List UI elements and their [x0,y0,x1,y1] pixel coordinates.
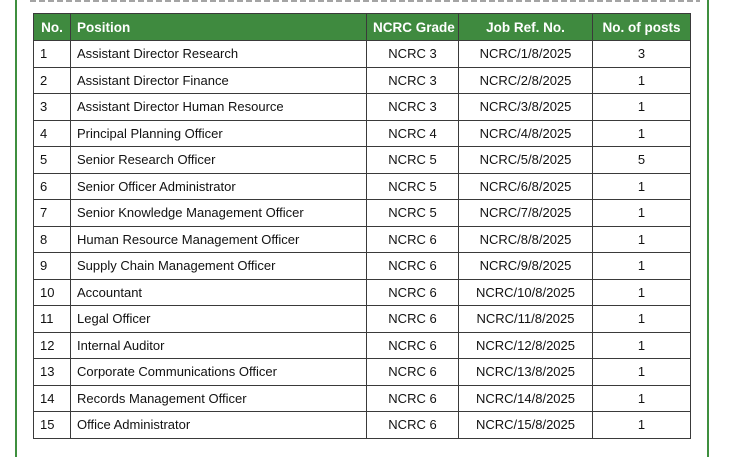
cell-grade: NCRC 6 [367,332,459,359]
cell-grade: NCRC 3 [367,94,459,121]
cell-posts: 1 [593,120,691,147]
table-row [34,385,691,412]
cell-no: 1 [34,41,71,68]
cell-position: Assistant Director Research [71,41,367,68]
cell-job-ref: NCRC/15/8/2025 [459,412,593,439]
table-row [34,120,691,147]
cell-position: Human Resource Management Officer [71,226,367,253]
cell-posts: 1 [593,385,691,412]
cell-position: Senior Officer Administrator [71,173,367,200]
cell-posts: 1 [593,200,691,227]
cell-no: 14 [34,385,71,412]
vacancies-table [33,13,691,439]
cell-job-ref: NCRC/2/8/2025 [459,67,593,94]
table-row [34,332,691,359]
cell-grade: NCRC 5 [367,147,459,174]
cell-job-ref: NCRC/12/8/2025 [459,332,593,359]
cell-grade: NCRC 6 [367,253,459,280]
cell-position: Assistant Director Finance [71,67,367,94]
cell-no: 15 [34,412,71,439]
cell-grade: NCRC 5 [367,173,459,200]
cell-posts: 3 [593,41,691,68]
cell-grade: NCRC 6 [367,385,459,412]
cell-job-ref: NCRC/7/8/2025 [459,200,593,227]
header-no: No. [34,14,71,41]
cell-job-ref: NCRC/4/8/2025 [459,120,593,147]
cell-no: 6 [34,173,71,200]
cell-no: 9 [34,253,71,280]
cell-posts: 1 [593,94,691,121]
cell-grade: NCRC 4 [367,120,459,147]
cell-job-ref: NCRC/10/8/2025 [459,279,593,306]
cell-position: Internal Auditor [71,332,367,359]
cell-position: Legal Officer [71,306,367,333]
cell-posts: 1 [593,332,691,359]
cell-no: 13 [34,359,71,386]
cell-job-ref: NCRC/14/8/2025 [459,385,593,412]
cell-grade: NCRC 6 [367,279,459,306]
cell-position: Assistant Director Human Resource [71,94,367,121]
cell-position: Supply Chain Management Officer [71,253,367,280]
table-row [34,226,691,253]
cell-job-ref: NCRC/13/8/2025 [459,359,593,386]
cropped-text-line [30,0,700,2]
cell-posts: 1 [593,173,691,200]
table-body [34,41,691,439]
table-row [34,173,691,200]
cell-no: 3 [34,94,71,121]
cell-job-ref: NCRC/6/8/2025 [459,173,593,200]
cell-job-ref: NCRC/3/8/2025 [459,94,593,121]
cell-no: 10 [34,279,71,306]
cell-job-ref: NCRC/9/8/2025 [459,253,593,280]
table-row [34,253,691,280]
header-job-ref: Job Ref. No. [459,14,593,41]
cell-no: 5 [34,147,71,174]
cell-grade: NCRC 6 [367,306,459,333]
cell-position: Senior Research Officer [71,147,367,174]
cell-posts: 1 [593,412,691,439]
cell-no: 8 [34,226,71,253]
cell-grade: NCRC 3 [367,41,459,68]
cell-posts: 1 [593,279,691,306]
cell-no: 7 [34,200,71,227]
header-position: Position [71,14,367,41]
table-row [34,306,691,333]
cell-posts: 1 [593,359,691,386]
header-posts: No. of posts [593,14,691,41]
cell-grade: NCRC 6 [367,226,459,253]
header-grade: NCRC Grade [367,14,459,41]
header-row [34,14,691,41]
table-row [34,359,691,386]
table-row [34,279,691,306]
table-header [34,14,691,41]
cell-no: 4 [34,120,71,147]
cell-posts: 1 [593,253,691,280]
table-row [34,412,691,439]
cell-position: Accountant [71,279,367,306]
cell-position: Senior Knowledge Management Officer [71,200,367,227]
cell-posts: 1 [593,67,691,94]
table-row [34,200,691,227]
cell-no: 2 [34,67,71,94]
cell-no: 11 [34,306,71,333]
cell-job-ref: NCRC/1/8/2025 [459,41,593,68]
cell-job-ref: NCRC/5/8/2025 [459,147,593,174]
cell-job-ref: NCRC/11/8/2025 [459,306,593,333]
cell-grade: NCRC 5 [367,200,459,227]
table-row [34,41,691,68]
page-frame-right-rule [707,0,709,457]
cell-posts: 1 [593,226,691,253]
cell-position: Corporate Communications Officer [71,359,367,386]
cell-job-ref: NCRC/8/8/2025 [459,226,593,253]
table-row [34,94,691,121]
cell-position: Records Management Officer [71,385,367,412]
page-frame-left-rule [15,0,17,457]
cell-position: Principal Planning Officer [71,120,367,147]
cell-grade: NCRC 6 [367,359,459,386]
cell-grade: NCRC 3 [367,67,459,94]
cell-grade: NCRC 6 [367,412,459,439]
table-row [34,67,691,94]
cell-no: 12 [34,332,71,359]
table-row [34,147,691,174]
cell-posts: 5 [593,147,691,174]
cell-posts: 1 [593,306,691,333]
cell-position: Office Administrator [71,412,367,439]
